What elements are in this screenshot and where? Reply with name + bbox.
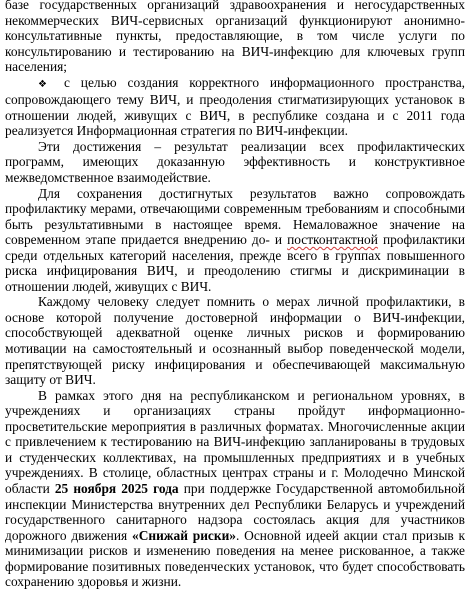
paragraph-text: при поддержке Государственной автомобильной инспекции Министерства внутренних дел Республики Беларусь и учреждений государственного санитарного надзора состоялась акция для участников дорожного движения: [5, 480, 465, 543]
diamond-bullet-icon: ❖: [38, 78, 47, 90]
paragraph-text: Каждому человеку следует помнить о мерах личной профилактики, в основе которой получение достоверной информации о ВИЧ-инфекции, способствующей адекватной оценке личных рисков и формированию мотивации на самостоятельный и осознанный выбор поведенческой модели, препятствующей риску инфицирования и обеспечивающей максимальную защиту от ВИЧ.: [5, 294, 465, 388]
spellcheck-flagged-word: постконтактной: [287, 232, 378, 248]
paragraph-text: . Основной идеей акции стал призыв к минимизации рисков и изменению поведения на менее рискованное, а также формирование позитивных поведенческих установок, что будет способствовать сохранению здоровья и жизни.: [5, 527, 465, 590]
paragraph-preserve-results: [5, 186, 465, 295]
action-name: «Снижай риски»: [132, 527, 236, 543]
paragraph-text: Эти достижения – результат реализации всех профилактических программ, имеющих доказанную эффективность и конструктивное межведомственное взаимодействие.: [5, 138, 465, 186]
paragraph-personal-prevention: [5, 294, 465, 387]
document-page: [5, 0, 465, 590]
event-date: 25 ноября 2025 года: [54, 480, 179, 496]
paragraph-text: с целью создания корректного информационного пространства, сопровождающего тему ВИЧ, и преодоления стигматизирующих установок в отношении людей, живущих с ВИЧ, в республике создана и с 2011 года реализуется Информационная стратегия по ВИЧ-инфекции.: [5, 74, 465, 139]
paragraph-text: В рамках этого дня на республиканском и региональном уровнях, в учреждениях и организациях страны пройдут информационно-просветительские мероприятия в различных форматах. Многочисленные акции с привлечением к тестированию на ВИЧ-инфекцию запланированы в трудовых и студенческих коллективах, на промышленных предприятиях и в учебных учреждениях. В столице, областных центрах страны и г. Молодечно Минской области: [5, 387, 465, 496]
paragraph-anonymous-points: [5, 0, 465, 75]
paragraph-text: профилактики среди отдельных категорий населения, прежде всего в группах повышенного риска инфицирования ВИЧ, и преодолению стигмы и дискриминации в отношении людей, живущих с ВИЧ.: [5, 232, 465, 294]
paragraph-info-strategy: [5, 75, 465, 139]
paragraph-text: Для сохранения достигнутых результатов важно сопровождать профилактику мерами, отвечающими современным требованиям и способными быть результативными в настоящее время. Немаловажное значение на современном этапе придается внедрению до- и: [5, 185, 465, 248]
paragraph-text: базе государственных организаций здравоохранения и негосударственных некоммерческих ВИЧ-сервисных организаций функционируют анонимно-консультативные пункты, предоставляющие, в том числе услуги по консультированию и тестированию на ВИЧ-инфекцию для ключевых групп населения;: [5, 0, 465, 75]
paragraph-achievements: [5, 139, 465, 186]
paragraph-events: [5, 388, 465, 590]
